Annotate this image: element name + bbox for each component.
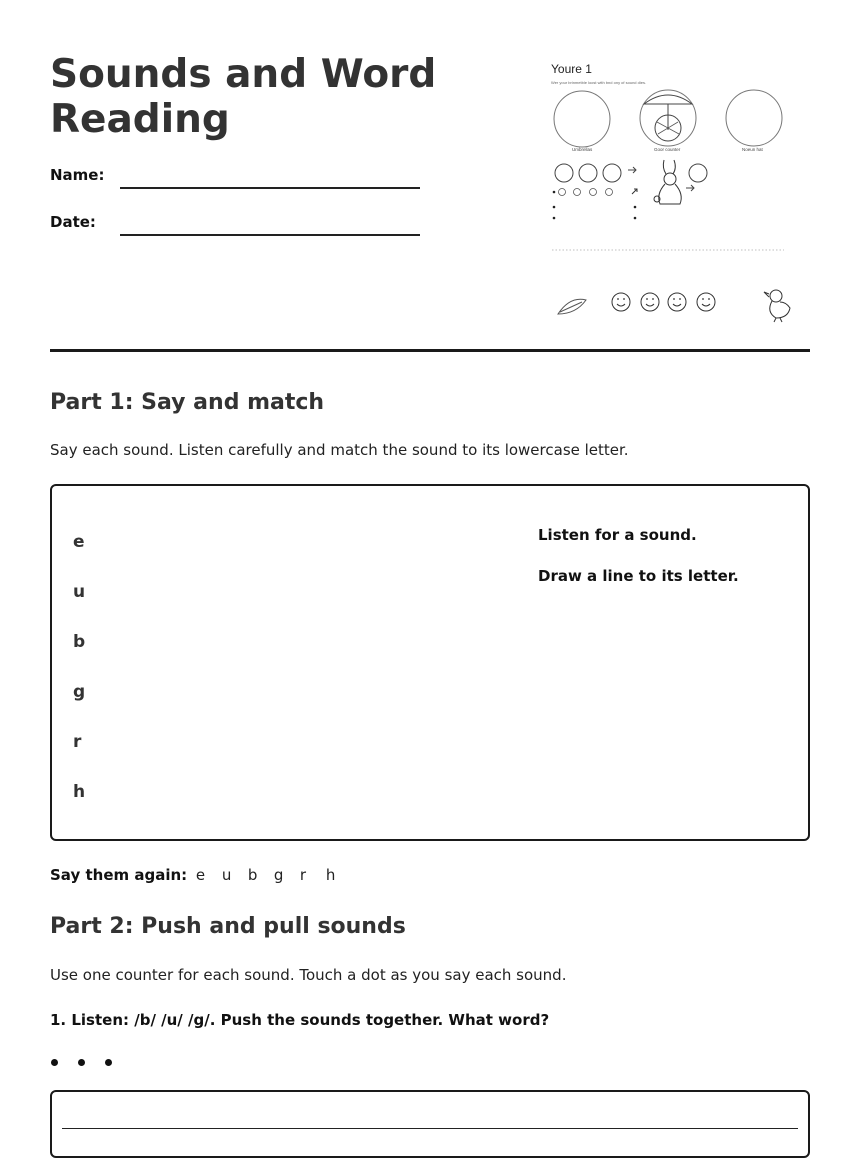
letter-e[interactable]: e: [73, 532, 85, 552]
umbrella-circle: [554, 91, 610, 147]
say-again-letter: h: [325, 866, 336, 884]
worksheet-thumbnail-image: [540, 56, 800, 331]
sound-dot[interactable]: [51, 1059, 58, 1066]
worksheet-title: Sounds and Word Reading: [50, 52, 437, 142]
letter-g[interactable]: g: [73, 682, 86, 702]
caption-umbrellas: Umbrellas: [572, 147, 593, 152]
smiley-faces-icon: [612, 293, 715, 311]
question-1: 1. Listen: /b/ /u/ /g/. Push the sounds together. What word?: [50, 1011, 550, 1029]
say-again-row: [50, 866, 352, 884]
sound-dot[interactable]: [78, 1059, 85, 1066]
say-again-letter: r: [299, 866, 307, 884]
answer-line: [62, 1128, 798, 1129]
say-again-letter: e: [195, 866, 206, 884]
say-again-label: Say them again:: [50, 866, 188, 884]
header-divider: [50, 349, 810, 352]
part2-instructions: Use one counter for each sound. Touch a dot as you say each sound.: [50, 966, 567, 984]
rabbit-icon: [654, 160, 681, 204]
box-instruction-listen: Listen for a sound.: [538, 526, 697, 544]
answer-box[interactable]: [50, 1090, 810, 1158]
matching-box: [50, 484, 810, 841]
leaf-icon: [558, 299, 586, 314]
thumbnail-subtitle: Wer your brinmetble loost with bnd ony of sound dies.: [551, 80, 647, 85]
hat-circle: [726, 90, 782, 146]
arrow-icon: [628, 167, 636, 173]
say-again-letter: g: [273, 866, 284, 884]
name-field[interactable]: [120, 187, 420, 189]
part1-heading: Part 1: Say and match: [50, 390, 325, 415]
letter-r[interactable]: r: [73, 732, 82, 752]
say-again-letter: b: [247, 866, 258, 884]
box-instruction-draw: Draw a line to its letter.: [538, 567, 739, 585]
letter-b[interactable]: b: [73, 632, 86, 652]
chick-icon: [764, 290, 790, 322]
umbrella-icon: [644, 95, 692, 104]
thumbnail-title: Youre 1: [551, 62, 592, 76]
name-label: Name:: [50, 166, 105, 184]
part2-heading: Part 2: Push and pull sounds: [50, 914, 406, 939]
letter-u[interactable]: u: [73, 582, 86, 602]
sound-dot[interactable]: [105, 1059, 112, 1066]
part1-instructions: Say each sound. Listen carefully and match the sound to its lowercase letter.: [50, 441, 629, 459]
date-field[interactable]: [120, 234, 420, 236]
letter-h[interactable]: h: [73, 782, 86, 802]
caption-counter: Goor counter: [654, 147, 681, 152]
say-again-letter: u: [221, 866, 232, 884]
date-label: Date:: [50, 213, 96, 231]
caption-hat: Noeun hat: [742, 147, 763, 152]
